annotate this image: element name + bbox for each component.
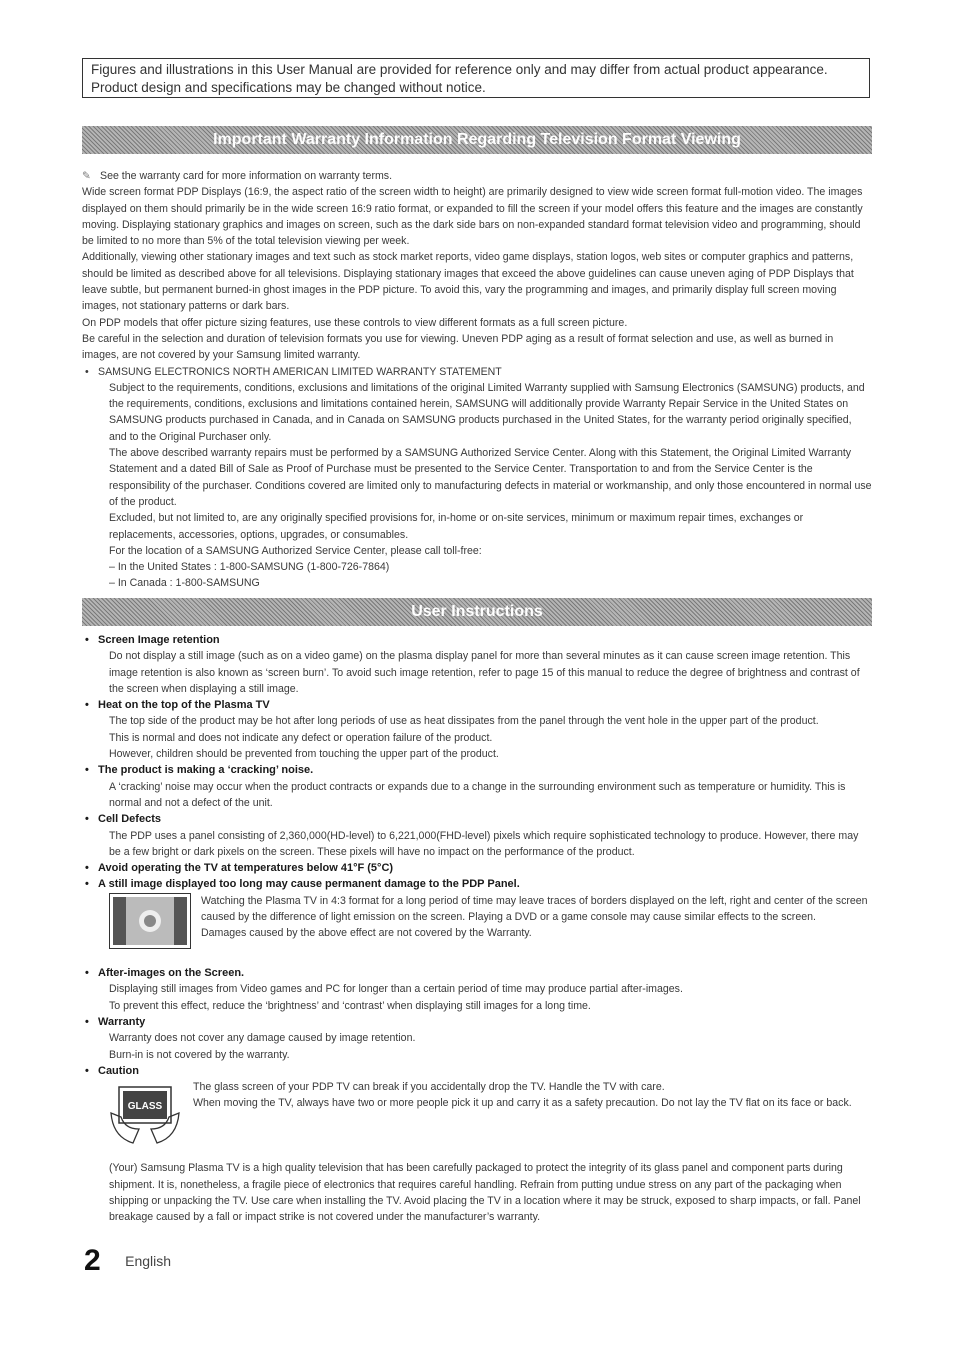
instruction-item: [82, 762, 872, 811]
instruction-text: The PDP uses a panel consisting of 2,360,000(HD-level) to 6,221,000(FHD-level) pixels which require sophisticated technology to produce. However, there may be a few bright or dark pixels on the screen. These pixels will have no impact on the performance of the product.: [109, 829, 859, 858]
page-number: 2: [84, 1244, 101, 1277]
after-images-text-1: Displaying still images from Video games and PC for longer than a certain period of time may produce partial after-images.: [109, 983, 683, 996]
warranty-text-2: Burn-in is not covered by the warranty.: [109, 1048, 290, 1061]
instruction-text: The top side of the product may be hot after long periods of use as heat dissipates from the panel through the vent hole in the upper part of the product.: [109, 715, 819, 728]
instruction-text: This is normal and does not indicate any defect or operation failure of the product.: [109, 731, 493, 744]
page-footer: [84, 1244, 171, 1278]
statement-paragraph-2: The above described warranty repairs must be performed by a SAMSUNG Authorized Service Center. Along with this Statement, the Original Limited Warranty Statement and a dated Bill of Sale as Proof of Purchase must be presented to the Service Center. Transportation to and from the Service Center is the responsibility of the purchaser. Conditions covered are limited only to manufacturing defects in material or workmanship, and only those encountered in normal use of the product.: [109, 447, 872, 508]
warranty-paragraph-1: Wide screen format PDP Displays (16:9, the aspect ratio of the screen width to height) are primarily designed to view wide screen format full-motion video. The images displayed on them should primarily be in the wide screen 16:9 ratio format, or expanded to fill the screen if your model offers this feature and the images are constantly moving. Displaying stationary graphics and images on screen, such as the dark side bars on non-expanded standard format television video and programming, should be limited to no more than 5% of the total television viewing per week.: [82, 186, 863, 248]
glass-label: GLASS: [127, 1101, 163, 1113]
disclaimer-box: [82, 58, 870, 98]
statement-paragraph-3: Excluded, but not limited to, are any originally specified provisions for, in-home or on-site services, minimum or maximum repair times, exchanges or replacements, accessories, options, upgrades, or consumables.: [109, 512, 804, 541]
glass-tv-hands-illustration: [109, 1079, 181, 1152]
after-images-text-2: To prevent this effect, reduce the ‘brightness’ and ‘contrast’ when displaying still images for a long time.: [109, 999, 591, 1012]
instruction-heading: • The product is making a ‘cracking’ noise.: [82, 762, 872, 778]
instruction-heading: • Screen Image retention: [82, 632, 872, 648]
statement-heading: • SAMSUNG ELECTRONICS NORTH AMERICAN LIMITED WARRANTY STATEMENT: [82, 364, 872, 380]
warranty-text-1: Warranty does not cover any damage caused by image retention.: [109, 1032, 416, 1045]
caution-text-1: The glass screen of your PDP TV can break if you accidentally drop the TV. Handle the TV with care.: [193, 1081, 665, 1094]
caution-heading: • Caution: [82, 1063, 872, 1079]
warranty-section-title: Important Warranty Information Regarding Television Format Viewing: [82, 126, 872, 154]
warranty-paragraph-2: Additionally, viewing other stationary images and text such as stock market reports, video game displays, station logos, web sites or computer graphics and patterns, should be limited as described above for all televisions. Displaying stationary images that exceed the above guidelines can cause uneven aging of PDP Displays that leave subtle, but permanent burned-in ghost images in the PDP picture. To avoid this, vary the programming and images, and primarily display full screen moving images, not stationary patterns or dark bars.: [82, 251, 854, 313]
warranty-paragraph-3: On PDP models that offer picture sizing features, use these controls to view different formats as a full screen picture.: [82, 316, 628, 329]
instruction-item: [82, 632, 872, 697]
instruction-item: [82, 811, 872, 860]
after-images-heading: • After-images on the Screen.: [82, 965, 872, 981]
still-image-block: [82, 893, 872, 956]
warranty-paragraph-4: Be careful in the selection and duration of television formats you use for viewing. Uneven PDP aging as a result of format selection and use, as well as burned in images, are not covered by your Samsung limited warranty.: [82, 332, 834, 362]
instruction-text: A ‘cracking’ noise may occur when the product contracts or expands due to a change in the surrounding environment such as temperature or humidity. This is normal and not a defect of the unit.: [109, 780, 846, 809]
statement-paragraph-4: For the location of a SAMSUNG Authorized Service Center, please call toll-free:: [109, 544, 482, 557]
packaging-paragraph: (Your) Samsung Plasma TV is a high quality television that has been carefully packaged to protect the integrity of its glass panel and component parts during shipment. It is, nonetheless, a fragile piece of electronics that requires careful handling. Refrain from putting undue stress on any part of the packaging when shipping or unpacking the TV. Use care when installing the TV. Avoid placing the TV in a location where it may be struck, exposed to sharp impacts, or fall. Panel breakage caused by a fall or impact strike is not covered under the manufacturer’s warranty.: [109, 1162, 861, 1224]
warranty-section: [82, 168, 872, 592]
disclaimer-line-1: Figures and illustrations in this User Manual are provided for reference only and may differ from actual product appearance.: [91, 62, 828, 77]
note-icon: ✎: [82, 170, 91, 182]
temperature-heading: • Avoid operating the TV at temperatures below 41°F (5°C): [82, 860, 872, 876]
page-language: English: [125, 1253, 172, 1269]
phone-us: – In the United States : 1-800-SAMSUNG (1-800-726-7864): [109, 561, 390, 574]
instruction-item: [82, 697, 872, 762]
disclaimer-line-2: Product design and specifications may be changed without notice.: [91, 80, 486, 95]
still-image-text-2: Damages caused by the above effect are not covered by the Warranty.: [201, 927, 532, 940]
user-instructions-section: [82, 632, 872, 1226]
tv-burn-in-illustration: [109, 893, 191, 954]
phone-canada: – In Canada : 1-800-SAMSUNG: [109, 577, 260, 590]
caution-block: [82, 1079, 872, 1154]
warranty-heading: • Warranty: [82, 1014, 872, 1030]
instruction-heading: • Cell Defects: [82, 811, 872, 827]
statement-paragraph-1: Subject to the requirements, conditions, exclusions and limitations of the original Limited Warranty supplied with Samsung Electronics (SAMSUNG) products, and the requirements, conditions, exclusions and limitations contained herein, SAMSUNG will additionally provide Warranty Repair Service in the United States on SAMSUNG products purchased in Canada, and in Canada on SAMSUNG products purchased in the United States, for the warranty period originally specified, and to the Original Purchaser only.: [109, 381, 865, 443]
caution-text-2: When moving the TV, always have two or more people pick it up and carry it as a safety precaution. Do not lay the TV flat on its face or back.: [193, 1097, 852, 1110]
still-image-text-1: Watching the Plasma TV in 4:3 format for a long period of time may leave traces of borders displayed on the left, right and center of the screen caused by the difference of light emission on the screen. Playing a DVD or a game console may cause similar effects to the screen.: [201, 894, 868, 924]
statement-body: [82, 380, 872, 592]
user-instructions-title: User Instructions: [82, 598, 872, 626]
warranty-note: See the warranty card for more information on warranty terms.: [100, 170, 393, 182]
instruction-text: Do not display a still image (such as on a video game) on the plasma display panel for more than several minutes as it can cause screen image retention. This image retention is also known as ‘screen burn’. To avoid such image retention, refer to page 15 of this manual to reduce the degree of brightness and contrast of the screen when displaying a still image.: [109, 650, 860, 695]
instruction-heading: • Heat on the top of the Plasma TV: [82, 697, 872, 713]
instruction-text: However, children should be prevented from touching the upper part of the product.: [109, 748, 499, 761]
still-image-heading: • A still image displayed too long may cause permanent damage to the PDP Panel.: [82, 876, 872, 892]
